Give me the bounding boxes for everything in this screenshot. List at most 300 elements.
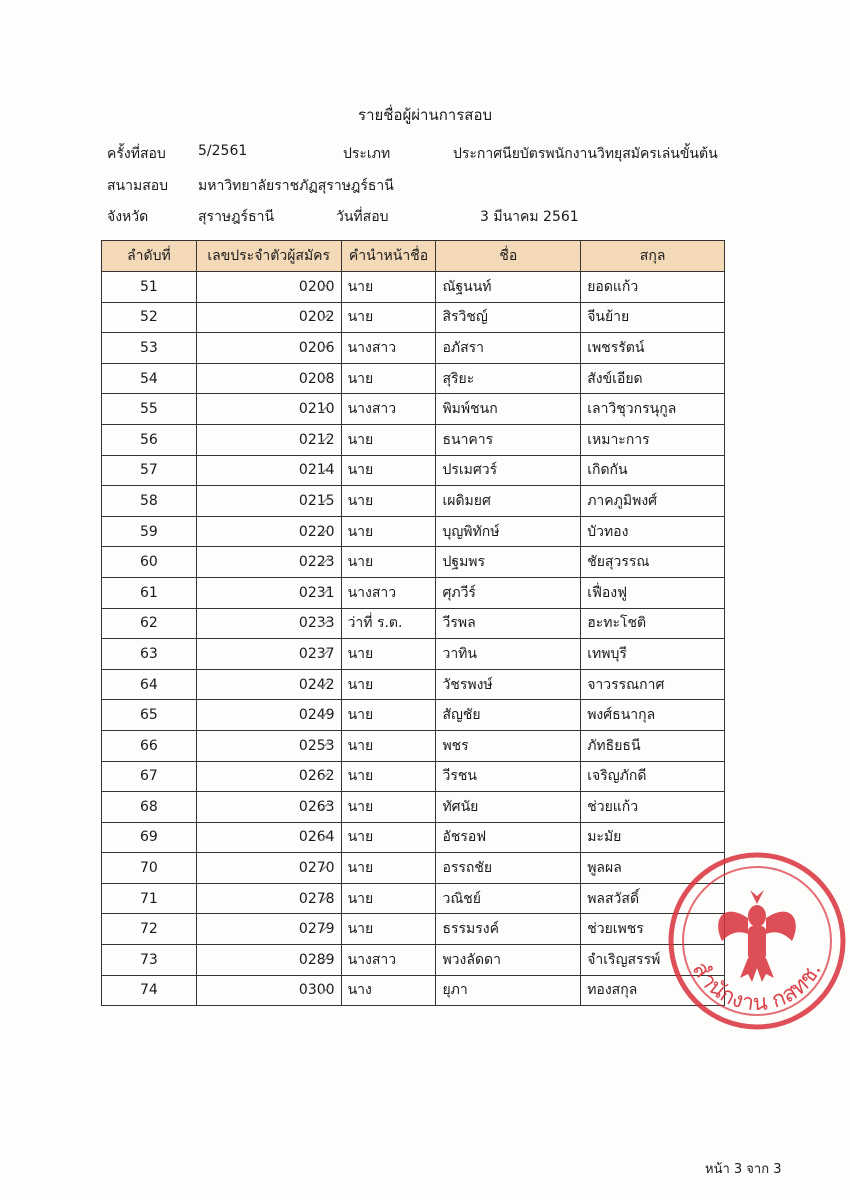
check-mark-icon xyxy=(319,831,331,843)
first-name-text: สิรวิชญ์ xyxy=(442,309,488,326)
last-name-text: พลสวัสดิ์ xyxy=(587,890,640,907)
applicant-id-cell xyxy=(196,761,341,792)
last-name-cell xyxy=(581,333,725,364)
check-mark-icon xyxy=(319,617,331,629)
last-name-cell xyxy=(581,669,725,700)
first-name-text: พชร xyxy=(442,737,469,754)
first-name-cell xyxy=(436,394,581,425)
first-name-cell xyxy=(436,730,581,761)
prefix-text: นางสาว xyxy=(347,339,397,356)
first-name-text: พิมพ์ชนก xyxy=(442,401,498,418)
order-cell xyxy=(102,547,197,578)
prefix-cell xyxy=(341,914,436,945)
first-name-text: วัชรพงษ์ xyxy=(442,676,493,693)
last-name-text: จีนย้าย xyxy=(587,309,630,326)
prefix-cell xyxy=(341,394,436,425)
prefix-cell xyxy=(341,669,436,700)
prefix-cell xyxy=(341,547,436,578)
applicant-id-text: 0237 xyxy=(298,645,335,662)
last-name-cell xyxy=(581,700,725,731)
applicant-id-cell xyxy=(196,424,341,455)
order-text: 61 xyxy=(140,584,158,601)
applicant-id-cell xyxy=(196,394,341,425)
first-name-text: วาทิน xyxy=(442,645,477,662)
applicant-id-cell xyxy=(196,547,341,578)
last-name-cell xyxy=(581,455,725,486)
first-name-text: ยุภา xyxy=(442,982,468,999)
official-seal xyxy=(662,846,850,1036)
order-cell xyxy=(102,455,197,486)
check-mark-icon xyxy=(319,525,331,537)
applicant-id-cell xyxy=(196,883,341,914)
applicant-id-cell xyxy=(196,363,341,394)
first-name-cell xyxy=(436,945,581,976)
last-name-cell xyxy=(581,577,725,608)
order-cell xyxy=(102,975,197,1006)
type-value: ประกาศนียบัตรพนักงานวิทยุสมัครเล่นขั้นต้น xyxy=(453,146,718,162)
prefix-cell xyxy=(341,822,436,853)
prefix-cell xyxy=(341,363,436,394)
prefix-text: นาย xyxy=(347,370,374,387)
check-mark-icon xyxy=(319,311,331,323)
prefix-text: นาง xyxy=(347,982,372,999)
table-row xyxy=(102,761,725,792)
first-name-cell xyxy=(436,516,581,547)
order-cell xyxy=(102,486,197,517)
table-row xyxy=(102,516,725,547)
last-name-text: เทพบุรี xyxy=(587,645,627,662)
order-text: 67 xyxy=(140,768,158,785)
check-mark-icon xyxy=(319,280,331,292)
check-mark-icon xyxy=(319,800,331,812)
check-mark-icon xyxy=(319,555,331,567)
prefix-cell xyxy=(341,761,436,792)
prefix-text: นาย xyxy=(347,921,374,938)
prefix-text: นาย xyxy=(347,798,374,815)
check-mark-icon xyxy=(319,984,331,996)
applicant-id-text: 0249 xyxy=(298,707,335,724)
last-name-cell xyxy=(581,792,725,823)
order-text: 56 xyxy=(140,431,158,448)
col-header-first-name: ชื่อ xyxy=(436,241,581,272)
applicant-id-text: 0214 xyxy=(298,462,335,479)
applicant-id-text: 0210 xyxy=(298,401,335,418)
prefix-cell xyxy=(341,853,436,884)
last-name-text: เหมาะการ xyxy=(587,431,650,448)
order-text: 74 xyxy=(140,982,158,999)
prefix-text: นาย xyxy=(347,278,374,295)
applicant-id-cell xyxy=(196,639,341,670)
order-text: 65 xyxy=(140,707,158,724)
table-row xyxy=(102,883,725,914)
first-name-text: พวงลัดดา xyxy=(442,951,502,968)
last-name-text: เกิดกัน xyxy=(587,462,628,479)
venue-value: มหาวิทยาลัยราชภัฏสุราษฎร์ธานี xyxy=(198,178,394,194)
applicant-id-cell xyxy=(196,455,341,486)
order-text: 51 xyxy=(140,278,158,295)
order-text: 68 xyxy=(140,798,158,815)
last-name-text: ภัทธิยธนี xyxy=(587,737,641,754)
last-name-text: มะมัย xyxy=(587,829,622,846)
applicant-id-text: 0263 xyxy=(298,798,335,815)
order-cell xyxy=(102,853,197,884)
first-name-cell xyxy=(436,333,581,364)
prefix-text: นาย xyxy=(347,890,374,907)
col-header-last-name: สกุล xyxy=(581,241,725,272)
applicant-id-text: 0208 xyxy=(298,370,335,387)
province-label: จังหวัด xyxy=(107,209,149,225)
seal-text: สำนักงาน กสทช. xyxy=(686,957,827,1017)
order-cell xyxy=(102,792,197,823)
applicant-id-cell xyxy=(196,792,341,823)
prefix-cell xyxy=(341,302,436,333)
check-mark-icon xyxy=(319,586,331,598)
applicant-id-cell xyxy=(196,333,341,364)
info-row-exam xyxy=(107,143,807,165)
check-mark-icon xyxy=(319,433,331,445)
prefix-cell xyxy=(341,730,436,761)
first-name-cell xyxy=(436,822,581,853)
last-name-text: เจริญภักดี xyxy=(587,768,647,785)
first-name-text: ปรเมศวร์ xyxy=(442,462,498,479)
order-text: 70 xyxy=(140,860,158,877)
order-cell xyxy=(102,700,197,731)
prefix-cell xyxy=(341,608,436,639)
check-mark-icon xyxy=(319,739,331,751)
col-header-prefix: คำนำหน้าชื่อ xyxy=(341,241,436,272)
applicant-id-text: 0200 xyxy=(298,278,335,295)
prefix-cell xyxy=(341,883,436,914)
applicant-id-text: 0279 xyxy=(298,921,335,938)
last-name-text: ฮะทะโชติ xyxy=(587,615,647,632)
order-cell xyxy=(102,914,197,945)
order-text: 64 xyxy=(140,676,158,693)
applicant-id-text: 0278 xyxy=(298,890,335,907)
last-name-cell xyxy=(581,302,725,333)
prefix-text: นางสาว xyxy=(347,401,397,418)
applicant-id-cell xyxy=(196,730,341,761)
order-text: 55 xyxy=(140,401,158,418)
table-row xyxy=(102,272,725,303)
prefix-cell xyxy=(341,700,436,731)
prefix-text: นางสาว xyxy=(347,951,397,968)
order-cell xyxy=(102,730,197,761)
prefix-text: นาย xyxy=(347,309,374,326)
prefix-cell xyxy=(341,639,436,670)
last-name-cell xyxy=(581,394,725,425)
last-name-cell xyxy=(581,272,725,303)
order-cell xyxy=(102,669,197,700)
order-text: 58 xyxy=(140,492,158,509)
check-mark-icon xyxy=(319,402,331,414)
first-name-cell xyxy=(436,914,581,945)
last-name-text: ยอดแก้ว xyxy=(587,278,639,295)
last-name-text: เพชรรัตน์ xyxy=(587,339,645,356)
first-name-cell xyxy=(436,363,581,394)
first-name-text: บุญพิทักษ์ xyxy=(442,523,500,540)
first-name-cell xyxy=(436,486,581,517)
last-name-text: จำเริญสรรพ์ xyxy=(587,951,661,968)
prefix-cell xyxy=(341,792,436,823)
last-name-text: ภาคภูมิพงศ์ xyxy=(587,492,658,509)
check-mark-icon xyxy=(319,372,331,384)
table-header-row xyxy=(102,241,725,272)
check-mark-icon xyxy=(319,678,331,690)
venue-label: สนามสอบ xyxy=(107,178,169,194)
order-cell xyxy=(102,608,197,639)
first-name-cell xyxy=(436,608,581,639)
order-text: 52 xyxy=(140,309,158,326)
last-name-cell xyxy=(581,547,725,578)
order-text: 73 xyxy=(140,951,158,968)
last-name-text: บัวทอง xyxy=(587,523,629,540)
document-title: รายชื่อผู้ผ่านการสอบ xyxy=(358,106,492,124)
prefix-text: นาย xyxy=(347,462,374,479)
last-name-cell xyxy=(581,363,725,394)
prefix-text: นาย xyxy=(347,523,374,540)
order-text: 53 xyxy=(140,339,158,356)
first-name-text: อัชรอฟ xyxy=(442,829,487,846)
last-name-text: เฟื่องฟู xyxy=(587,584,628,601)
table-row xyxy=(102,394,725,425)
prefix-cell xyxy=(341,333,436,364)
order-cell xyxy=(102,394,197,425)
prefix-text: นาย xyxy=(347,707,374,724)
table-row xyxy=(102,822,725,853)
prefix-cell xyxy=(341,486,436,517)
first-name-text: ทัศนัย xyxy=(442,798,479,815)
check-mark-icon xyxy=(319,708,331,720)
applicant-id-text: 0220 xyxy=(298,523,335,540)
order-text: 66 xyxy=(140,737,158,754)
first-name-cell xyxy=(436,883,581,914)
applicant-id-cell xyxy=(196,272,341,303)
first-name-text: วณิชย์ xyxy=(442,890,482,907)
check-mark-icon xyxy=(319,892,331,904)
applicant-id-cell xyxy=(196,822,341,853)
exam-round-label: ครั้งที่สอบ xyxy=(107,146,166,162)
applicant-id-text: 0223 xyxy=(298,554,335,571)
table-row xyxy=(102,945,725,976)
last-name-text: ช่วยแก้ว xyxy=(587,798,639,815)
last-name-text: ชัยสุวรรณ xyxy=(587,554,650,571)
order-cell xyxy=(102,639,197,670)
table-body xyxy=(102,272,725,1006)
check-mark-icon xyxy=(319,953,331,965)
prefix-text: นาย xyxy=(347,768,374,785)
prefix-text: นาย xyxy=(347,860,374,877)
applicant-id-cell xyxy=(196,700,341,731)
first-name-text: วีรชน xyxy=(442,768,477,785)
table-row xyxy=(102,792,725,823)
order-text: 63 xyxy=(140,645,158,662)
last-name-cell xyxy=(581,639,725,670)
table-row xyxy=(102,333,725,364)
applicant-id-cell xyxy=(196,516,341,547)
first-name-text: อรรถชัย xyxy=(442,860,493,877)
first-name-text: ธรรมรงค์ xyxy=(442,921,499,938)
applicant-id-text: 0300 xyxy=(298,982,335,999)
order-cell xyxy=(102,883,197,914)
first-name-text: ปฐมพร xyxy=(442,554,486,571)
last-name-cell xyxy=(581,730,725,761)
table-row xyxy=(102,730,725,761)
order-text: 71 xyxy=(140,890,158,907)
prefix-cell xyxy=(341,424,436,455)
order-cell xyxy=(102,761,197,792)
order-cell xyxy=(102,516,197,547)
last-name-cell xyxy=(581,608,725,639)
type-label: ประเภท xyxy=(343,146,391,162)
order-text: 62 xyxy=(140,615,158,632)
prefix-text: นาย xyxy=(347,645,374,662)
first-name-cell xyxy=(436,792,581,823)
first-name-text: ธนาคาร xyxy=(442,431,494,448)
applicant-id-cell xyxy=(196,669,341,700)
first-name-text: สัญชัย xyxy=(442,707,481,724)
first-name-cell xyxy=(436,424,581,455)
prefix-cell xyxy=(341,455,436,486)
applicant-id-text: 0212 xyxy=(298,431,335,448)
table-row xyxy=(102,669,725,700)
applicant-id-cell xyxy=(196,608,341,639)
applicant-id-text: 0262 xyxy=(298,768,335,785)
first-name-cell xyxy=(436,761,581,792)
first-name-cell xyxy=(436,455,581,486)
last-name-text: เลาวิชุวกรนุกูล xyxy=(587,401,677,418)
last-name-text: ช่วยเพชร xyxy=(587,921,644,938)
first-name-text: ศุภวีร์ xyxy=(442,584,476,601)
first-name-text: อภัสรา xyxy=(442,339,485,356)
check-mark-icon xyxy=(319,861,331,873)
order-text: 60 xyxy=(140,554,158,571)
last-name-cell xyxy=(581,761,725,792)
check-mark-icon xyxy=(319,464,331,476)
first-name-text: เผดิมยศ xyxy=(442,492,491,509)
prefix-text: นาย xyxy=(347,431,374,448)
results-table xyxy=(101,240,725,1006)
first-name-cell xyxy=(436,547,581,578)
page-number: หน้า 3 จาก 3 xyxy=(705,1162,782,1177)
applicant-id-text: 0215 xyxy=(298,492,335,509)
order-cell xyxy=(102,272,197,303)
prefix-text: นาย xyxy=(347,554,374,571)
first-name-cell xyxy=(436,302,581,333)
first-name-text: วีรพล xyxy=(442,615,476,632)
table-row xyxy=(102,363,725,394)
date-value: 3 มีนาคม 2561 xyxy=(480,209,579,225)
table-row xyxy=(102,455,725,486)
prefix-cell xyxy=(341,516,436,547)
table-row xyxy=(102,914,725,945)
prefix-cell xyxy=(341,272,436,303)
prefix-text: ว่าที่ ร.ต. xyxy=(347,615,403,632)
order-cell xyxy=(102,577,197,608)
table-row xyxy=(102,700,725,731)
prefix-text: นาย xyxy=(347,492,374,509)
col-header-applicant-id: เลขประจำตัวผู้สมัคร xyxy=(196,241,341,272)
applicant-id-text: 0231 xyxy=(298,584,335,601)
prefix-cell xyxy=(341,577,436,608)
order-cell xyxy=(102,945,197,976)
check-mark-icon xyxy=(319,647,331,659)
province-value: สุราษฎร์ธานี xyxy=(198,209,275,225)
last-name-cell xyxy=(581,424,725,455)
applicant-id-cell xyxy=(196,945,341,976)
first-name-text: สุริยะ xyxy=(442,370,475,387)
order-cell xyxy=(102,363,197,394)
table-row xyxy=(102,547,725,578)
applicant-id-text: 0233 xyxy=(298,615,335,632)
last-name-text: พูลผล xyxy=(587,860,622,877)
check-mark-icon xyxy=(319,922,331,934)
order-text: 69 xyxy=(140,829,158,846)
applicant-id-cell xyxy=(196,302,341,333)
check-mark-icon xyxy=(319,341,331,353)
order-text: 54 xyxy=(140,370,158,387)
first-name-cell xyxy=(436,700,581,731)
table-row xyxy=(102,639,725,670)
applicant-id-text: 0242 xyxy=(298,676,335,693)
table-row xyxy=(102,577,725,608)
order-cell xyxy=(102,822,197,853)
table-row xyxy=(102,424,725,455)
applicant-id-text: 0206 xyxy=(298,339,335,356)
order-cell xyxy=(102,302,197,333)
first-name-cell xyxy=(436,577,581,608)
applicant-id-cell xyxy=(196,486,341,517)
applicant-id-cell xyxy=(196,975,341,1006)
table-row xyxy=(102,486,725,517)
first-name-cell xyxy=(436,853,581,884)
col-header-order: ลำดับที่ xyxy=(102,241,197,272)
first-name-text: ณัฐนนท์ xyxy=(442,278,492,295)
order-cell xyxy=(102,424,197,455)
prefix-text: นาย xyxy=(347,829,374,846)
applicant-id-cell xyxy=(196,853,341,884)
check-mark-icon xyxy=(319,770,331,782)
date-label: วันที่สอบ xyxy=(336,209,389,225)
order-text: 59 xyxy=(140,523,158,540)
applicant-id-text: 0264 xyxy=(298,829,335,846)
prefix-cell xyxy=(341,945,436,976)
last-name-text: ทองสกุล xyxy=(587,982,638,999)
prefix-text: นาย xyxy=(347,676,374,693)
applicant-id-cell xyxy=(196,577,341,608)
table-row xyxy=(102,853,725,884)
applicant-id-text: 0202 xyxy=(298,309,335,326)
table-row xyxy=(102,608,725,639)
last-name-text: พงศ์ธนากุล xyxy=(587,707,656,724)
first-name-cell xyxy=(436,975,581,1006)
order-text: 57 xyxy=(140,462,158,479)
last-name-cell xyxy=(581,486,725,517)
applicant-id-text: 0289 xyxy=(298,951,335,968)
check-mark-icon xyxy=(319,494,331,506)
info-row-venue xyxy=(107,175,807,197)
first-name-cell xyxy=(436,669,581,700)
applicant-id-cell xyxy=(196,914,341,945)
prefix-text: นางสาว xyxy=(347,584,397,601)
applicant-id-text: 0270 xyxy=(298,860,335,877)
applicant-id-text: 0253 xyxy=(298,737,335,754)
table-row xyxy=(102,302,725,333)
prefix-cell xyxy=(341,975,436,1006)
order-text: 72 xyxy=(140,921,158,938)
last-name-text: จาวรรณกาศ xyxy=(587,676,665,693)
first-name-cell xyxy=(436,639,581,670)
first-name-cell xyxy=(436,272,581,303)
